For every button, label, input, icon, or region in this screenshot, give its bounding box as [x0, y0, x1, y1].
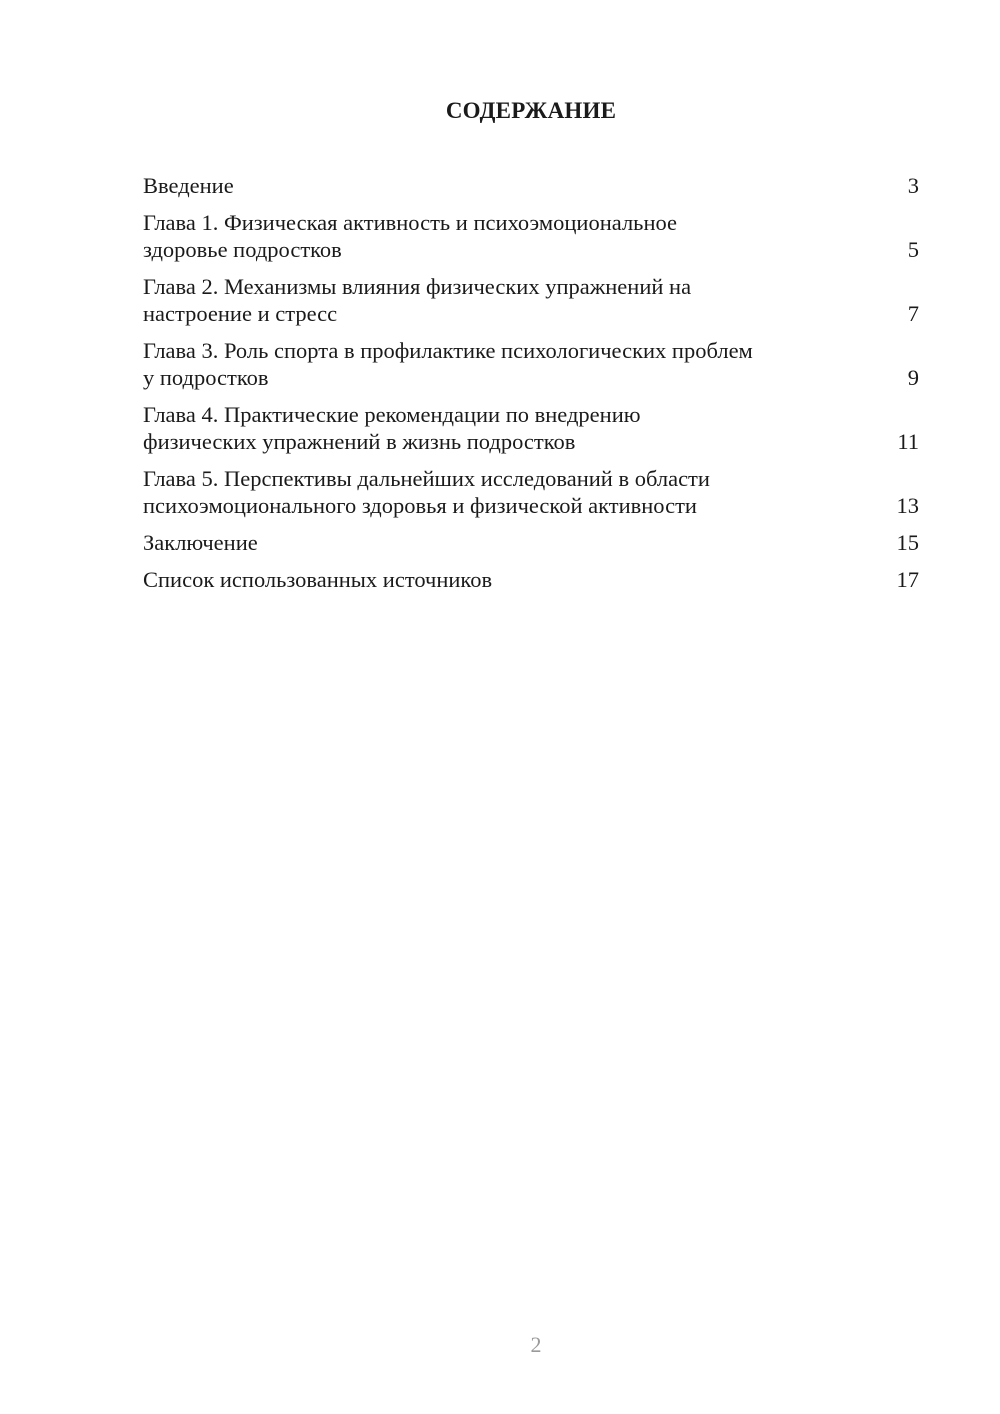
toc-entry-line: Глава 4. Практические рекомендации по внедрению: [143, 402, 641, 427]
toc-entry-page: 7: [907, 301, 919, 326]
toc-entry-conclusion: [143, 529, 919, 556]
toc-entry-title: [143, 337, 833, 391]
toc-entry-chapter-5: [143, 465, 919, 519]
toc-entry-title: [143, 401, 833, 455]
toc-entry-title: [143, 529, 833, 556]
toc-entry-page: 9: [907, 365, 919, 390]
toc-entry-page: 17: [896, 567, 919, 592]
toc-heading: СОДЕРЖАНИЕ: [445, 98, 617, 123]
toc-list: [143, 172, 919, 603]
toc-entry-line: здоровье подростков: [143, 237, 342, 262]
toc-entry-line: Список использованных источников: [143, 567, 493, 592]
toc-entry-line: психоэмоционального здоровья и физической активности: [143, 493, 697, 518]
toc-entry-title: [143, 172, 833, 199]
page-number: 2: [530, 1332, 542, 1357]
toc-entry-page: 5: [907, 237, 919, 262]
toc-entry-line: настроение и стресс: [143, 301, 338, 326]
toc-entry-page: 3: [907, 173, 919, 198]
toc-entry-chapter-1: [143, 209, 919, 263]
toc-entry-chapter-3: [143, 337, 919, 391]
toc-entry-line: Глава 1. Физическая активность и психоэмоциональное: [143, 210, 677, 235]
toc-entry-page: 11: [897, 429, 919, 454]
toc-entry-line: у подростков: [143, 365, 269, 390]
toc-entry-line: Глава 2. Механизмы влияния физических упражнений на: [143, 274, 692, 299]
toc-entry-line: физических упражнений в жизнь подростков: [143, 429, 576, 454]
toc-entry-chapter-4: [143, 401, 919, 455]
toc-entry-title: [143, 566, 833, 593]
toc-entry-page: 15: [896, 530, 919, 555]
toc-entry-chapter-2: [143, 273, 919, 327]
toc-entry-line: Заключение: [143, 530, 258, 555]
toc-entry-introduction: [143, 172, 919, 199]
toc-entry-references: [143, 566, 919, 593]
toc-entry-line: Глава 3. Роль спорта в профилактике психологических проблем: [143, 338, 753, 363]
toc-entry-page: 13: [896, 493, 919, 518]
toc-entry-title: [143, 273, 833, 327]
toc-entry-line: Глава 5. Перспективы дальнейших исследований в области: [143, 466, 710, 491]
toc-entry-line: Введение: [143, 173, 234, 198]
toc-entry-title: [143, 209, 833, 263]
toc-entry-title: [143, 465, 833, 519]
